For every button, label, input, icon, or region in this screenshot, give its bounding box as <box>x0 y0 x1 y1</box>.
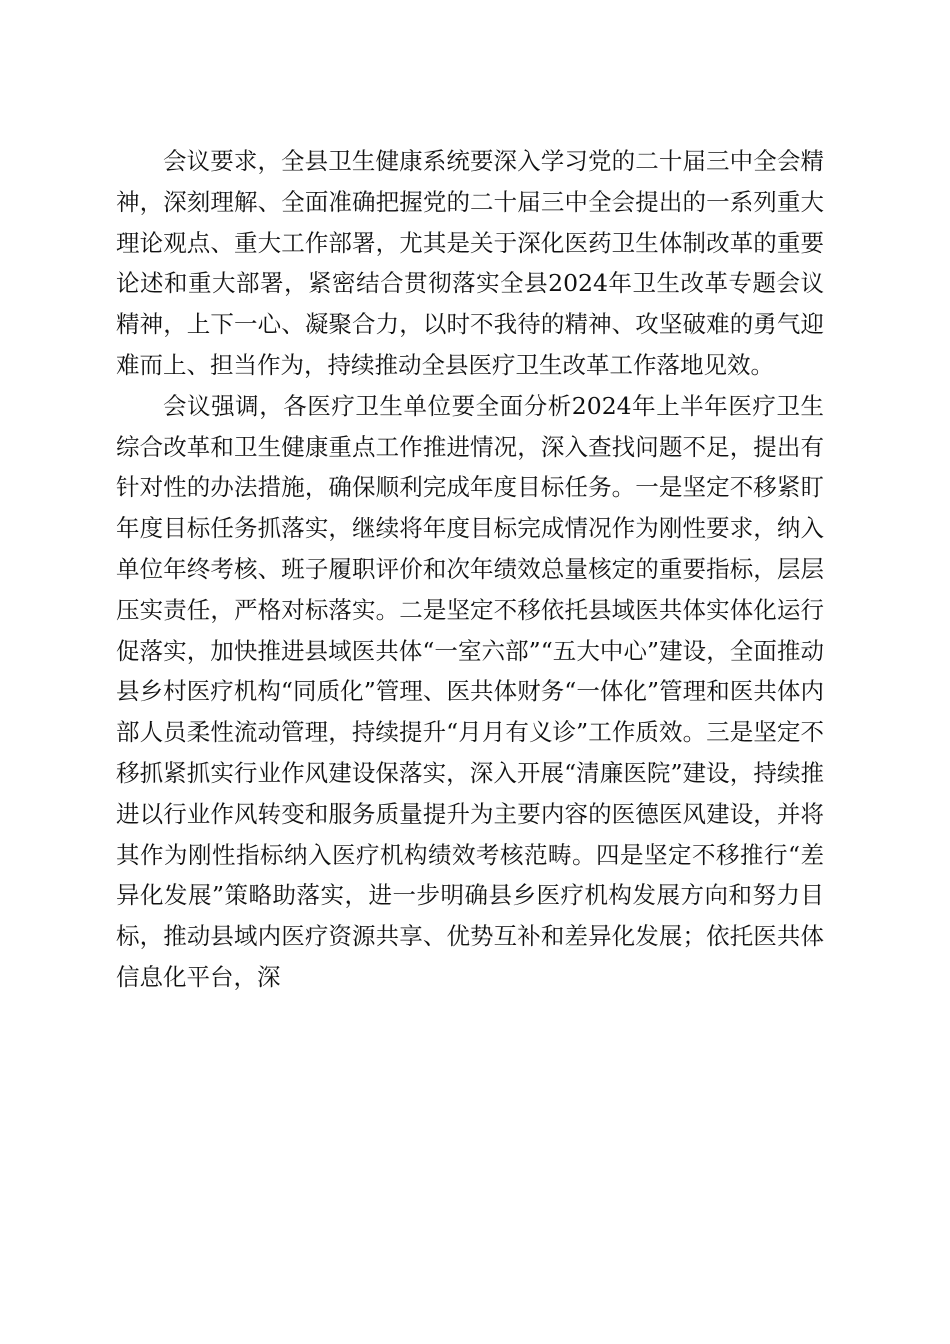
paragraph-meeting-emphasis: 会议强调，各医疗卫生单位要全面分析2024年上半年医疗卫生综合改革和卫生健康重点工作推进情况，深入查找问题不足，提出有针对性的办法措施，确保顺利完成年度目标任务。一是坚定不移紧盯年度目标任务抓落实，继续将年度目标完成情况作为刚性要求，纳入单位年终考核、班子履职评价和次年绩效总量核定的重要指标，层层压实责任，严格对标落实。二是坚定不移依托县域医共体实体化运行促落实，加快推进县域医共体“一室六部”“五大中心”建设，全面推动县乡村医疗机构“同质化”管理、医共体财务“一体化”管理和医共体内部人员柔性流动管理，持续提升“月月有义诊”工作质效。三是坚定不移抓紧抓实行业作风建设保落实，深入开展“清廉医院”建设，持续推进以行业作风转变和服务质量提升为主要内容的医德医风建设，并将其作为刚性指标纳入医疗机构绩效考核范畴。四是坚定不移推行“差异化发展”策略助落实，进一步明确县乡医疗机构发展方向和努力目标，推动县域内医疗资源共享、优势互补和差异化发展；依托医共体信息化平台，深 <box>116 391 824 991</box>
paragraph-meeting-requirements: 会议要求，全县卫生健康系统要深入学习党的二十届三中全会精神，深刻理解、全面准确把握党的二十届三中全会提出的一系列重大理论观点、重大工作部署，尤其是关于深化医药卫生体制改革的重要论述和重大部署，紧密结合贯彻落实全县2024年卫生改革专题会议精神，上下一心、凝聚合力，以时不我待的精神、攻坚破难的勇气迎难而上、担当作为，持续推动全县医疗卫生改革工作落地见效。 <box>116 147 824 379</box>
document-body <box>116 141 824 998</box>
